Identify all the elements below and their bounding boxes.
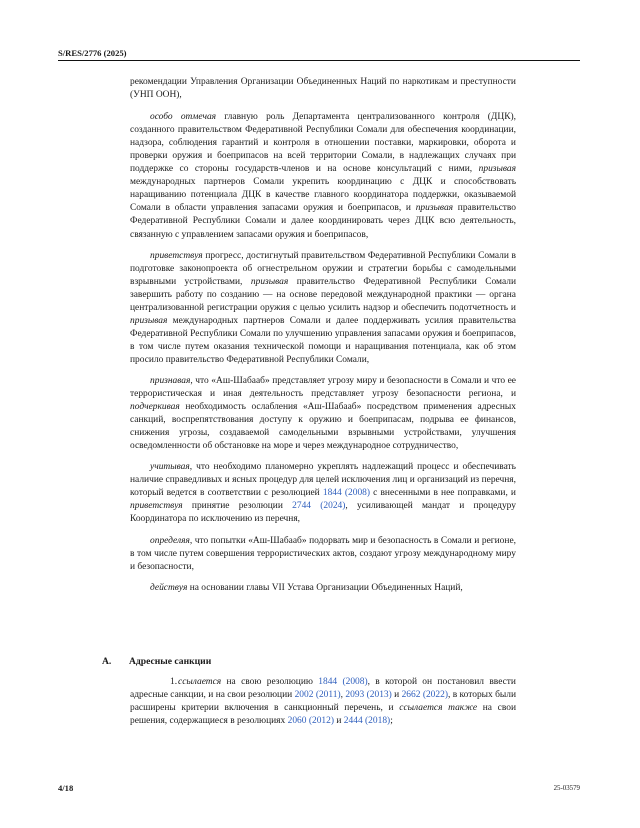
resolution-link-2060[interactable]: 2060 (2012) <box>287 716 335 727</box>
resolution-link-1844[interactable]: 1844 (2008) <box>318 677 368 687</box>
paragraph-dcc: особо отмечая главную роль Департамента централизованного контроля (ДЦК), созданного правительством Федеративной Республики Сомали для обеспечения координации, надзора, соблюдения гарантий и контроля в отношении поставки, маркировки, оборота и проверки оружия и боеприпасов на всей территории Сомали, в надлежащих случаях при поддержке со стороны государств-членов и на основе консультаций с ними, призывая международных партнеров Сомали укрепить координацию с ДЦК и способствовать наращиванию потенциала ДЦК в качестве главного координатора поддержки, оказываемой Сомали в области управления запасами оружия и боеприпасов, и призывая правительство Федеративной Республики Сомали и далее координировать через ДЦК всю деятельность, связанную с управлением запасами оружия и боеприпасов, <box>130 112 516 240</box>
document-symbol: S/RES/2776 (2025) <box>58 48 127 58</box>
header-rule <box>58 60 580 61</box>
resolution-link-2662[interactable]: 2662 (2022) <box>401 690 448 701</box>
operative-section <box>130 676 516 736</box>
resolution-link-2444[interactable]: 2444 (2018) <box>343 716 391 727</box>
resolution-link-2093[interactable]: 2093 (2013) <box>345 690 392 701</box>
document-code: 25-03579 <box>553 785 580 792</box>
section-letter: A. <box>102 656 112 667</box>
paragraph-chapter-vii: действуя на основании главы VII Устава Организации Объединенных Наций, <box>150 582 463 593</box>
paragraph-firearms-law: приветствуя прогресс, достигнутый правительством Федеративной Республики Сомали в подготовке законопроекта об огнестрельном оружии и стратегии борьбы с самодельными взрывными устройствами, призывая правительство Федеративной Республики Сомали завершить работу по созданию — на основе передовой международной практики — органа централизованной регистрации оружия с целью усилить надзор и обеспечить подотчетность и призывая международных партнеров Сомали и далее поддерживать усилия правительства Федеративной Республики Сомали по улучшению управления запасами оружия и боеприпасов, в том числе путем оказания технической помощи и наращивания потенциала, как об этом просило правительство Федеративной Республики Сомали, <box>130 250 516 365</box>
section-title: Адресные санкции <box>129 656 212 667</box>
operative-paragraph-1: 1.ссылается на свою резолюцию 1844 (2008), в которой он постановил ввести адресные санкции, и на свои резолюции 2002 (2011), 2093 (2013) и 2662 (2022), в которых были расширены критерии включения в санкционный перечень, и ссылается также на свои решения, содержащиеся в резолюциях 2060 (2012) и 2444 (2018); <box>130 677 516 727</box>
paragraph-number: 1. <box>170 677 178 687</box>
paragraph-determining: определяя, что попытки «Аш-Шабааб» подорвать мир и безопасность в Сомали и регионе, в том числе путем совершения террористических актов, создают угрозу международному миру и безопасности, <box>130 535 516 572</box>
paragraph-al-shabaab-threat: признавая, что «Аш-Шабааб» представляет угрозу миру и безопасности в Сомали и что ее террористическая и иная деятельность представляет угрозу безопасности региона, и подчеркивая необходимость ослабления «Аш-Шабааб» посредством применения адресных санкций, воспрепятствования доступу к оружию и боеприпасам, подрыва ее финансов, снижения угрозы, создаваемой самодельными взрывными устройствами, улучшения осведомленности об обстановке на море и через международное сотрудничество, <box>130 375 516 452</box>
paragraph-unodc: рекомендации Управления Организации Объединенных Наций по наркотикам и преступности (УНП ООН), <box>130 77 516 101</box>
resolution-link-2002[interactable]: 2002 (2011) <box>294 690 341 701</box>
resolution-link-2744[interactable]: 2744 (2024) <box>292 501 346 512</box>
paragraph-due-process: учитывая, что необходимо планомерно укреплять надлежащий процесс и обеспечивать наличие справедливых и ясных процедур для целей исключения лиц и организаций из перечня, который ведется в соответствии с резолюцией 1844 (2008) с внесенными в нее поправками, и приветствуя принятие резолюции 2744 (2024), усиливающей мандат и процедуру Координатора по исключению из перечня, <box>130 462 516 525</box>
resolution-link-1844[interactable]: 1844 (2008) <box>322 488 371 499</box>
page-number: 4/18 <box>58 783 74 793</box>
section-heading <box>102 656 211 667</box>
document-body <box>130 76 516 603</box>
